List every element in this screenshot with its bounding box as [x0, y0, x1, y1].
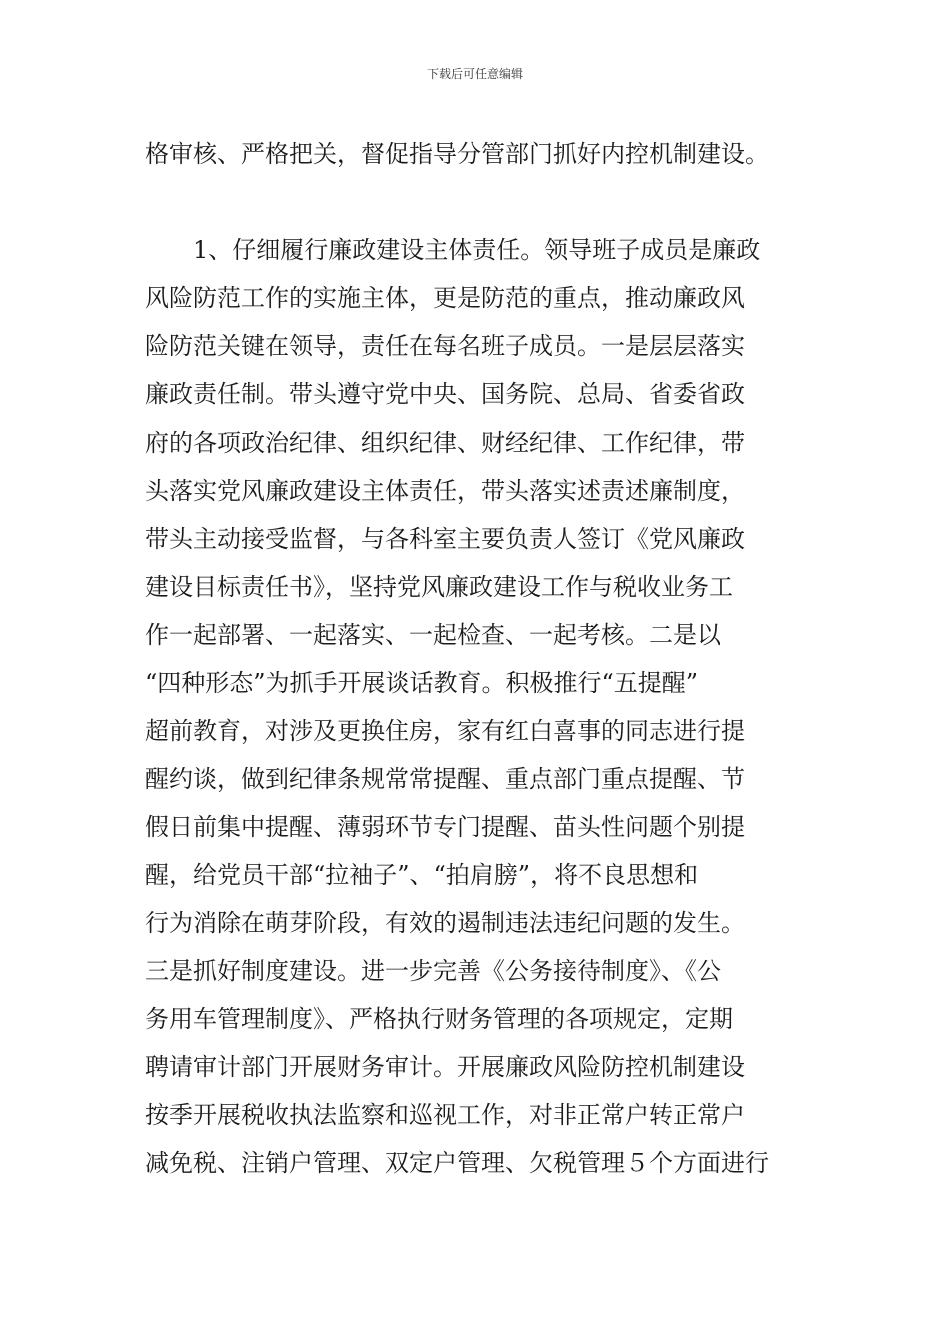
page-header: 下载后可任意编辑 — [426, 67, 523, 81]
text-line: 府的各项政治纪律、组织纪律、财经纪律、工作纪律，带 — [145, 429, 745, 457]
text-line: 险防范关键在领导，责任在每名班子成员。一是层层落实 — [145, 332, 745, 360]
text-line: 行为消除在萌芽阶段，有效的遏制违法违纪问题的发生。 — [145, 909, 745, 937]
text-line: 廉政责任制。带头遵守党中央、国务院、总局、省委省政 — [145, 380, 745, 408]
text-line: 超前教育，对涉及更换住房，家有红白喜事的同志进行提 — [145, 717, 745, 745]
text-line: 假日前集中提醒、薄弱环节专门提醒、苗头性问题个别提 — [145, 813, 745, 841]
text-line: 务用车管理制度》、严格执行财务管理的各项规定，定期 — [145, 1005, 733, 1033]
text-line: 醒，给党员干部“拉袖子”、“拍肩膀”，将不良思想和 — [145, 861, 699, 889]
text-line: 风险防范工作的实施主体，更是防范的重点，推动廉政风 — [145, 284, 745, 312]
text-line: “四种形态”为抓手开展谈话教育。积极推行“五提醒” — [145, 669, 699, 697]
text-line: 按季开展税收执法监察和巡视工作，对非正常户转正常户 — [145, 1101, 745, 1129]
text-line: 头落实党风廉政建设主体责任，带头落实述责述廉制度， — [145, 477, 745, 505]
text-line: 1、仔细履行廉政建设主体责任。领导班子成员是廉政 — [145, 236, 761, 264]
text-line: 建设目标责任书》，坚持党风廉政建设工作与税收业务工 — [145, 573, 733, 601]
text-line: 三是抓好制度建设。进一步完善《公务接待制度》、《公 — [145, 957, 721, 985]
text-line-continuation: 格审核、严格把关，督促指导分管部门抓好内控机制建设。 — [145, 140, 769, 168]
text-line: 作一起部署、一起落实、一起检查、一起考核。二是以 — [145, 621, 721, 649]
text-line: 减免税、注销户管理、双定户管理、欠税管理５个方面进行 — [145, 1149, 769, 1177]
text-line: 带头主动接受监督，与各科室主要负责人签订《党风廉政 — [145, 525, 745, 553]
text-line: 醒约谈，做到纪律条规常常提醒、重点部门重点提醒、节 — [145, 765, 745, 793]
text-line: 聘请审计部门开展财务审计。开展廉政风险防控机制建设 — [145, 1053, 745, 1081]
